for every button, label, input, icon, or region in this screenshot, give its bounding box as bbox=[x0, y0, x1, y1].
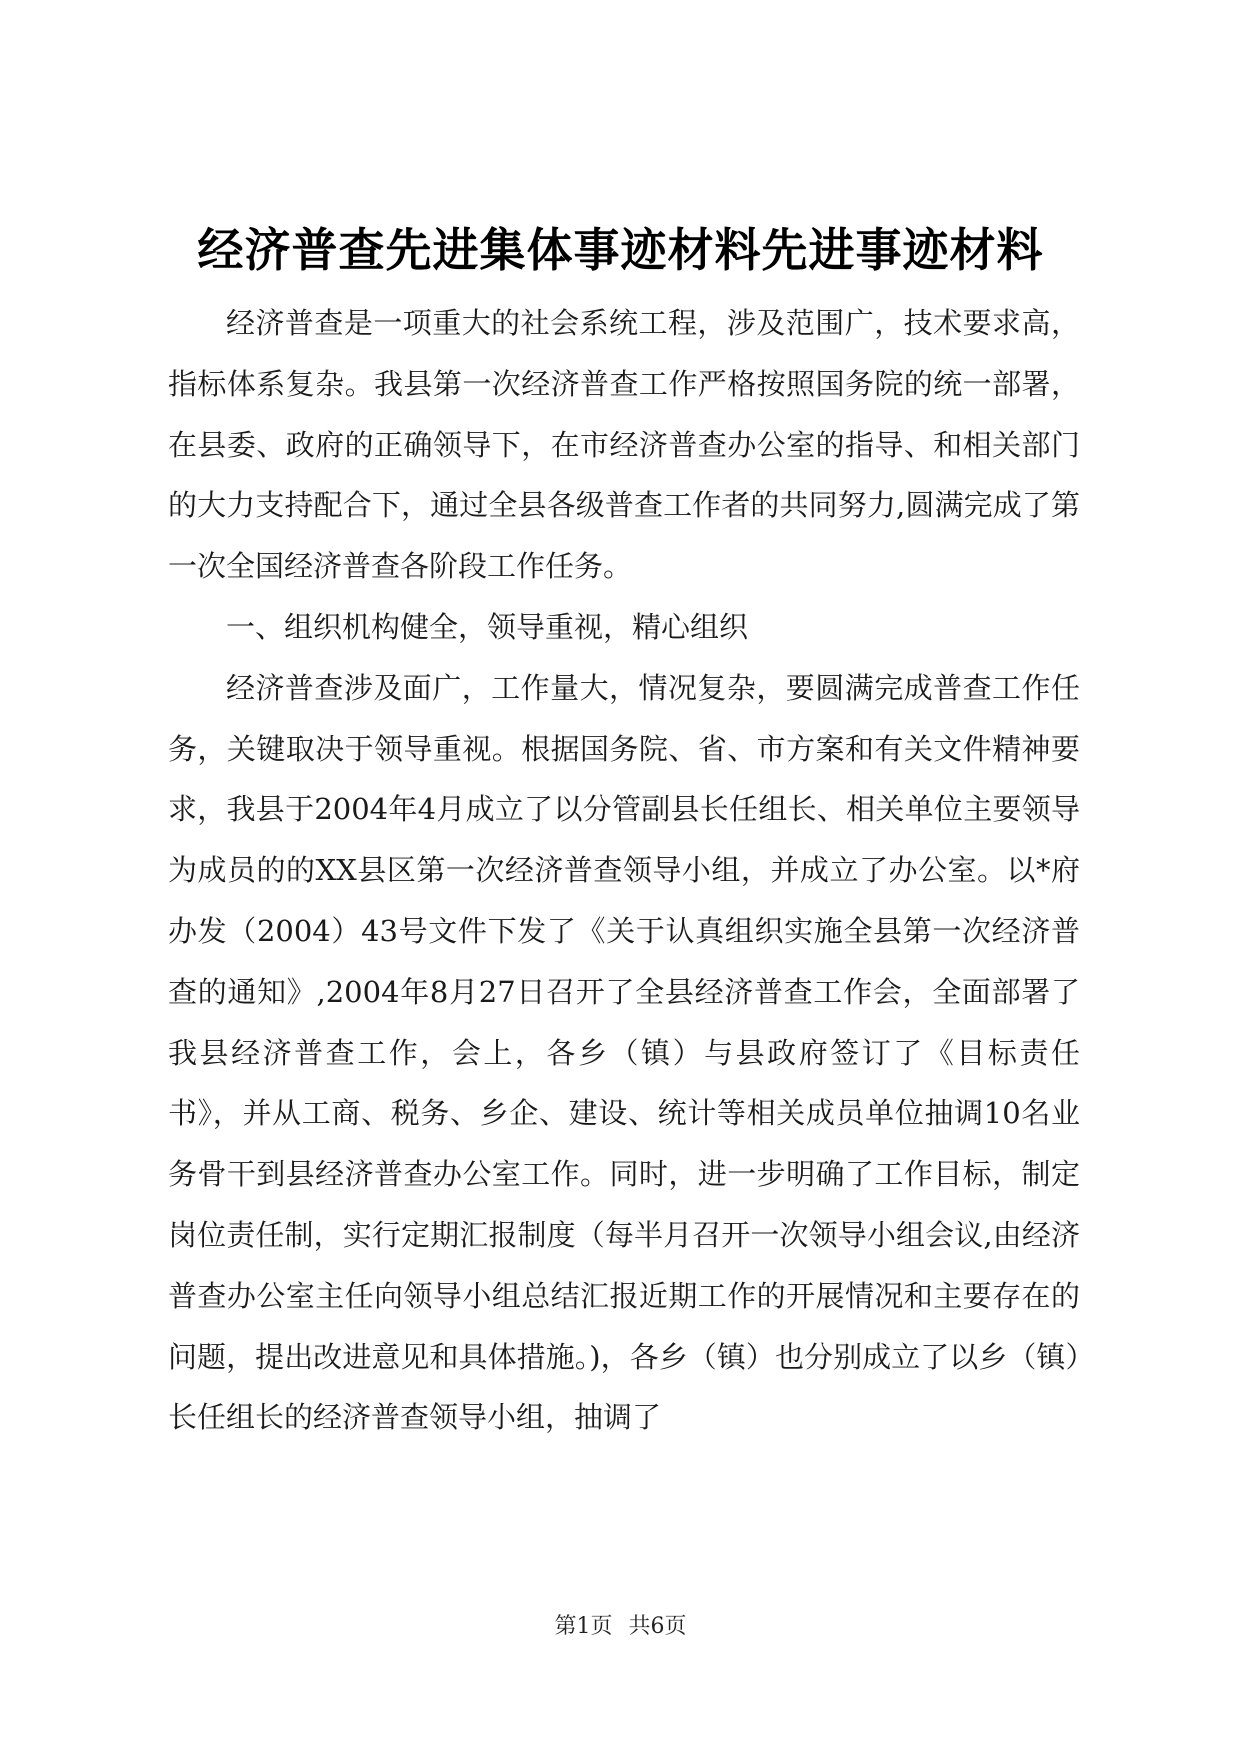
page-total: 共6页 bbox=[628, 1614, 687, 1639]
paragraph-section-1: 经济普查涉及面广，工作量大，情况复杂，要圆满完成普查工作任务，关键取决于领导重视。根据国务院、省、市方案和有关文件精神要求，我县于2004年4月成立了以分管副县长任组长、相关单位主要领导为成员的的XX县区第一次经济普查领导小组，并成立了办公室。以*府办发（2004）43号文件下发了《关于认真组织实施全县第一次经济普查的通知》,2004年8月27日召开了全县经济普查工作会，全面部署了我县经济普查工作，会上，各乡（镇）与县政府签订了《目标责任书》，并从工商、税务、乡企、建设、统计等相关成员单位抽调10名业务骨干到县经济普查办公室工作。同时，进一步明确了工作目标，制定岗位责任制，实行定期汇报制度（每半月召开一次领导小组会议,由经济普查办公室主任向领导小组总结汇报近期工作的开展情况和主要存在的问题，提出改进意见和具体措施。)，各乡（镇）也分别成立了以乡（镇）长任组长的经济普查领导小组，抽调了 bbox=[168, 670, 1080, 1435]
page-number: 第1页 bbox=[554, 1614, 613, 1639]
page-footer bbox=[0, 1612, 1241, 1642]
document-body bbox=[168, 293, 1080, 1448]
section-heading-1: 一、组织机构健全，领导重视，精心组织 bbox=[226, 609, 749, 644]
paragraph-intro: 经济普查是一项重大的社会系统工程，涉及范围广，技术要求高，指标体系复杂。我县第一次经济普查工作严格按照国务院的统一部署，在县委、政府的正确领导下，在市经济普查办公室的指导、和相关部门的大力支持配合下，通过全县各级普查工作者的共同努力,圆满完成了第一次全国经济普查各阶段工作任务。 bbox=[168, 306, 1080, 584]
document-title: 经济普查先进集体事迹材料先进事迹材料 bbox=[197, 223, 1044, 277]
